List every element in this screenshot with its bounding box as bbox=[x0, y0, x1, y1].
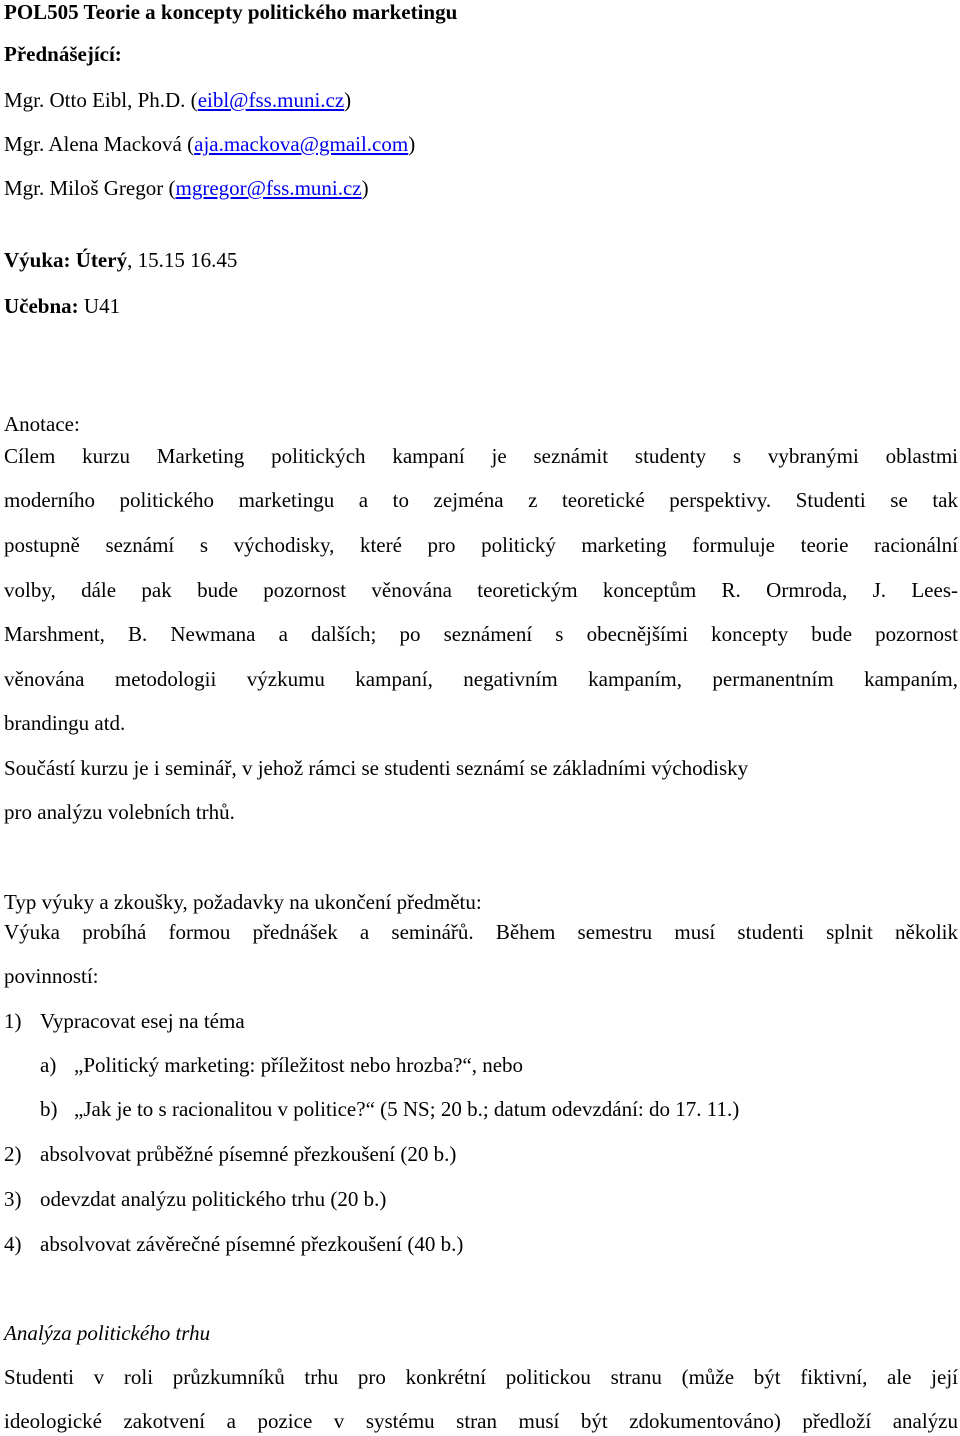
annotation-heading: Anotace: bbox=[4, 412, 80, 436]
requirement-number: 2) bbox=[4, 1142, 22, 1166]
subitem-text: „Jak je to s racionalitou v politice?“ (5 NS; 20 b.; datum odevzdání: do 17. 11.) bbox=[74, 1097, 740, 1121]
lecturer-line bbox=[4, 90, 351, 111]
teaching-label: Výuka: Úterý bbox=[4, 248, 128, 272]
annotation-line: brandingu atd. bbox=[4, 711, 126, 735]
requirement-number: 3) bbox=[4, 1187, 22, 1211]
lecturer-email-link[interactable]: aja.mackova@gmail.com bbox=[194, 132, 409, 156]
lecturer-suffix: ) bbox=[361, 176, 369, 200]
annotation-line: věnována metodologii výzkumu kampaní, negativním kampaním, permanentním kampaním, bbox=[4, 667, 958, 691]
requirement-subitem bbox=[40, 1099, 739, 1120]
requirement-text: Vypracovat esej na téma bbox=[40, 1009, 245, 1033]
lecturer-suffix: ) bbox=[408, 132, 416, 156]
lecturer-name: Mgr. Alena Macková ( bbox=[4, 132, 195, 156]
requirement-item bbox=[4, 1189, 386, 1210]
requirement-text: absolvovat závěrečné písemné přezkoušení (40 b.) bbox=[40, 1232, 464, 1256]
lecturer-line bbox=[4, 178, 369, 199]
lecturer-name: Mgr. Otto Eibl, Ph.D. ( bbox=[4, 88, 198, 112]
requirements-intro-line: povinností: bbox=[4, 964, 99, 988]
room bbox=[4, 296, 120, 317]
room-label: Učebna: bbox=[4, 294, 79, 318]
annotation-line: postupně seznámí s východisky, které pro politický marketing formuluje teorie racionální bbox=[4, 533, 958, 557]
subitem-text: „Politický marketing: příležitost nebo hrozba?“, nebo bbox=[74, 1053, 524, 1077]
annotation-line: Marshment, B. Newmana a dalších; po seznámení s obecnějšími koncepty bude pozornost bbox=[4, 622, 958, 646]
analysis-line: Studenti v roli průzkumníků trhu pro konkrétní politickou stranu (může být fiktivní, ale její bbox=[4, 1365, 958, 1389]
analysis-heading: Analýza politického trhu bbox=[4, 1321, 211, 1345]
teaching-time bbox=[4, 250, 237, 271]
requirement-number: 4) bbox=[4, 1232, 22, 1256]
requirement-number: 1) bbox=[4, 1009, 22, 1033]
requirement-item bbox=[4, 1234, 463, 1255]
annotation-line: Součástí kurzu je i seminář, v jehož rámci se studenti seznámí se základními východisky bbox=[4, 756, 749, 780]
requirements-intro-line: Výuka probíhá formou přednášek a seminářů. Během semestru musí studenti splnit několik bbox=[4, 920, 958, 944]
lecturer-line bbox=[4, 134, 415, 155]
lecturers-label: Přednášející: bbox=[4, 42, 122, 66]
subitem-letter: b) bbox=[40, 1097, 58, 1121]
requirement-text: odevzdat analýzu politického trhu (20 b.) bbox=[40, 1187, 387, 1211]
analysis-line: ideologické zakotvení a pozice v systému stran musí být zdokumentováno) předloží analýzu bbox=[4, 1409, 958, 1433]
lecturer-email-link[interactable]: mgregor@fss.muni.cz bbox=[175, 176, 362, 200]
lecturer-name: Mgr. Miloš Gregor ( bbox=[4, 176, 176, 200]
requirement-item bbox=[4, 1144, 456, 1165]
requirement-subitem bbox=[40, 1055, 523, 1076]
annotation-line: Cílem kurzu Marketing politických kampaní je seznámit studenty s vybranými oblastmi bbox=[4, 444, 958, 468]
lecturer-email-link[interactable]: eibl@fss.muni.cz bbox=[197, 88, 345, 112]
requirement-text: absolvovat průběžné písemné přezkoušení (20 b.) bbox=[40, 1142, 457, 1166]
course-title: POL505 Teorie a koncepty politického marketingu bbox=[4, 0, 458, 24]
annotation-line: pro analýzu volebních trhů. bbox=[4, 800, 235, 824]
requirement-item bbox=[4, 1011, 245, 1032]
teaching-value: , 15.15 16.45 bbox=[127, 248, 238, 272]
lecturer-suffix: ) bbox=[344, 88, 352, 112]
subitem-letter: a) bbox=[40, 1053, 57, 1077]
annotation-line: moderního politického marketingu a to zejména z teoretické perspektivy. Studenti se tak bbox=[4, 488, 958, 512]
requirements-heading: Typ výuky a zkoušky, požadavky na ukončení předmětu: bbox=[4, 890, 482, 914]
annotation-line: volby, dále pak bude pozornost věnována teoretickým konceptům R. Ormroda, J. Lees- bbox=[4, 578, 958, 602]
room-value: U41 bbox=[78, 294, 121, 318]
